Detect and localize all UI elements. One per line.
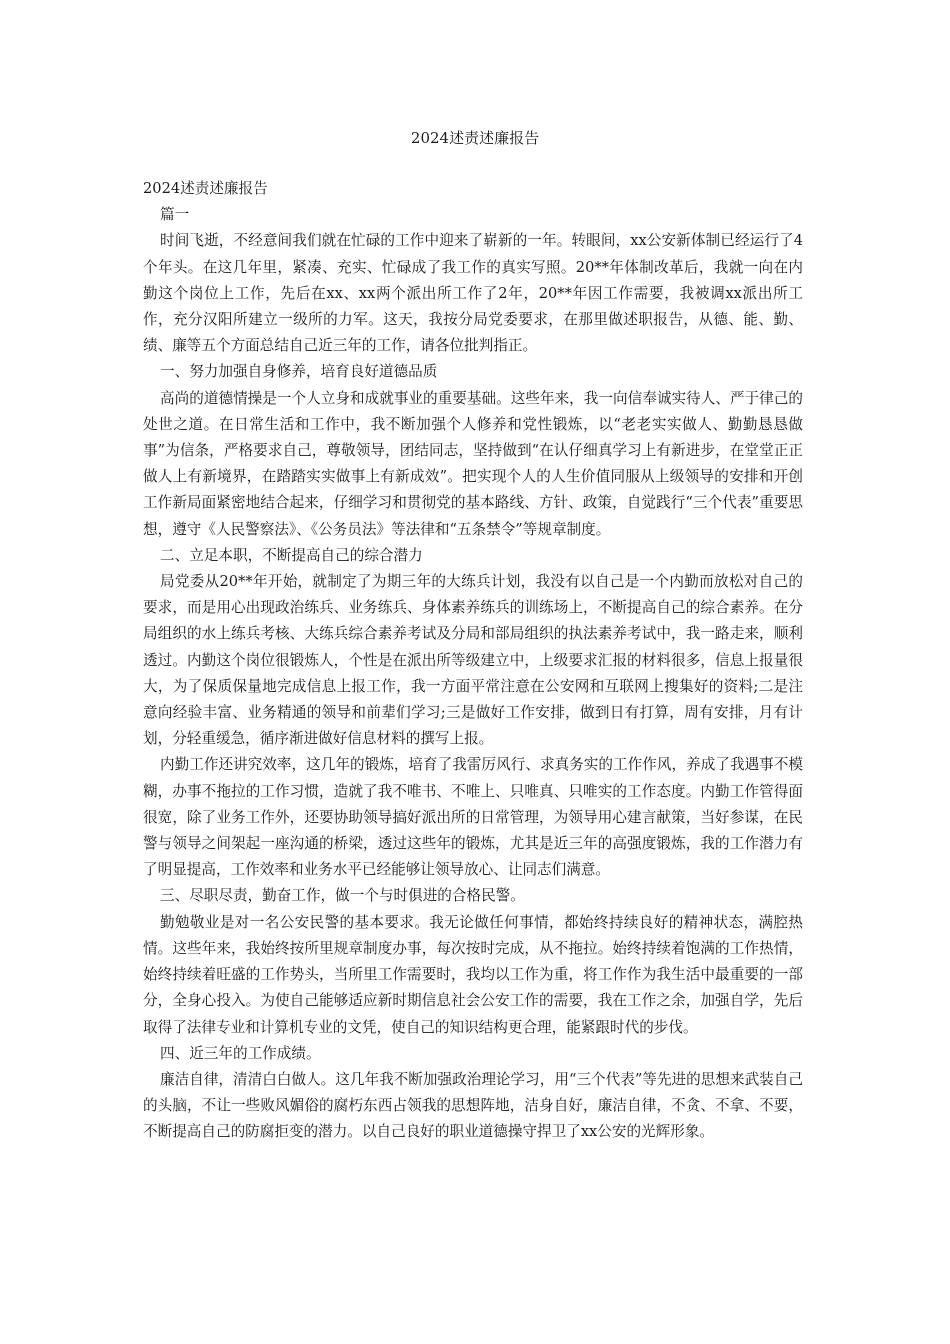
paragraph-intro: 时间飞逝，不经意间我们就在忙碌的工作中迎来了崭新的一年。转眼间，xx公安新体制已经运行了4个年头。在这几年里，紧凑、充实、忙碌成了我工作的真实写照。20**年体制改革后，我就一向在内勤这个岗位上工作，先后在xx、xx两个派出所工作了2年，20**年因工作需要，我被调xx派出所工作，充分汉阳所建立一级所的力军。这天，我按分局党委要求，在那里做述职报告，从德、能、勤、绩、廉等五个方面总结自己近三年的工作，请各位批判指正。 [143, 232, 803, 355]
body-heading: 2024述责述廉报告 [143, 180, 268, 197]
paragraph-integrity: 廉洁自律，清清白白做人。这几年我不断加强政治理论学习，用“三个代表”等先进的思想来武装自己的头脑，不让一些败风媚俗的腐朽东西占领我的思想阵地，洁身自好，廉洁自律，不贪、不拿、不要，不断提高自己的防腐拒变的潜力。以自己良好的职业道德操守捍卫了xx公安的光辉形象。 [143, 1070, 803, 1141]
section-label: 篇一 [160, 206, 190, 224]
section-heading-4: 四、近三年的工作成绩。 [160, 1044, 321, 1062]
paragraph-diligence: 勤勉敬业是对一名公安民警的基本要求。我无论做任何事情，都始终持续良好的精神状态，满腔热情。这些年来，我始终按所里规章制度办事，每次按时完成，从不拖拉。始终持续着饱满的工作热情，始终持续着旺盛的工作势头，当所里工作需要时，我均以工作为重，将工作作为我生活中最重要的一部分，全身心投入。为使自己能够适应新时期信息社会公安工作的需要，我在工作之余，加强自学，先后取得了法律专业和计算机专业的文凭，使自己的知识结构更合理，能紧跟时代的步伐。 [143, 913, 803, 1036]
paragraph-training: 局党委从20**年开始，就制定了为期三年的大练兵计划，我没有以自己是一个内勤而放松对自己的要求，而是用心出现政治练兵、业务练兵、身体素养练兵的训练场上，不断提高自己的综合素养。在分局组织的水上练兵考核、大练兵综合素养考试及分局和部局组织的执法素养考试中，我一路走来，顺利透过。内勤这个岗位很锻炼人，个性是在派出所等级建立中，上级要求汇报的材料很多，信息上报量很大，为了保质保量地完成信息上报工作，我一方面平常注意在公安网和互联网上搜集好的资料;二是注意向经验丰富、业务精通的领导和前辈们学习;三是做好工作安排，做到日有打算，周有安排，月有计划，分轻重缓急，循序渐进做好信息材料的撰写上报。 [143, 573, 803, 748]
paragraph-efficiency: 内勤工作还讲究效率，这几年的锻炼，培育了我雷厉风行、求真务实的工作作风，养成了我遇事不模糊，办事不拖拉的工作习惯，造就了我不唯书、不唯上、只唯真、只唯实的工作态度。内勤工作管得面很宽，除了业务工作外，还要协助领导搞好派出所的日常管理，为领导用心建言献策，当好参谋，在民警与领导之间架起一座沟通的桥梁，透过这些年的锻炼，尤其是近三年的高强度锻炼，我的工作潜力有了明显提高，工作效率和业务水平已经能够让领导放心、让同志们满意。 [143, 756, 803, 879]
document-body [143, 176, 803, 1146]
section-heading-2: 二、立足本职，不断提高自己的综合潜力 [160, 546, 423, 564]
section-heading-3: 三、尽职尽责，勤奋工作，做一个与时俱进的合格民警。 [160, 887, 525, 905]
document-title: 2024述责述廉报告 [410, 129, 540, 147]
paragraph-morality: 高尚的道德情操是一个人立身和成就事业的重要基础。这些年来，我一向信奉诚实待人、严于律己的处世之道。在日常生活和工作中，我不断加强个人修养和党性锻炼，以“老老实实做人、勤勤恳恳做事”为信条，严格要求自己，尊敬领导，团结同志，坚持做到“在认仔细真学习上有新进步，在堂堂正正做人上有新境界，在踏踏实实做事上有新成效”。把实现个人的人生价值同服从上级领导的安排和开创工作新局面紧密地结合起来，仔细学习和贯彻党的基本路线、方针、政策，自觉践行“三个代表”重要思想，遵守《人民警察法》、《公务员法》等法律和“五条禁令”等规章制度。 [143, 389, 803, 538]
section-heading-1: 一、努力加强自身修养，培育良好道德品质 [160, 363, 438, 381]
